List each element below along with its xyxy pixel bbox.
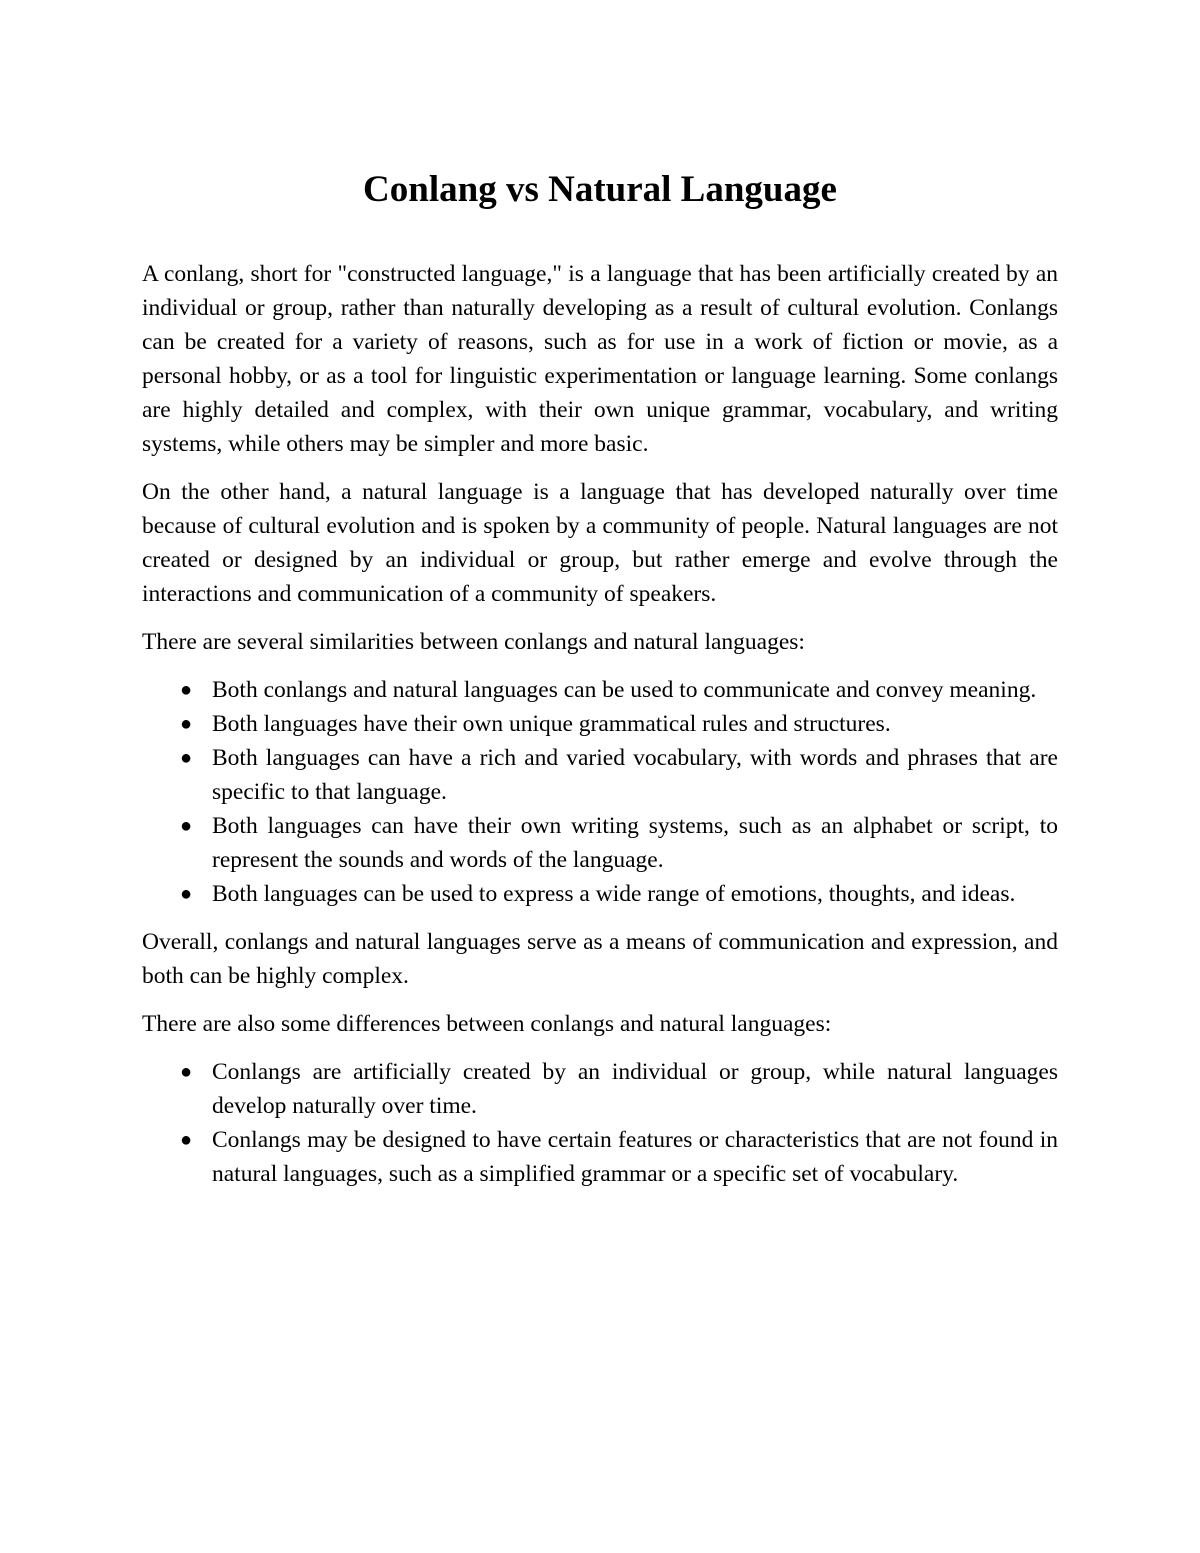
differences-intro: There are also some differences between conlangs and natural languages: [142, 1011, 832, 1037]
bullet-icon: ● [179, 815, 193, 837]
list-item [179, 1055, 1058, 1123]
bullet-icon: ● [179, 747, 193, 769]
bullet-icon: ● [179, 679, 193, 701]
bullet-icon: ● [179, 1061, 193, 1083]
list-item [179, 809, 1058, 877]
list-item [179, 1123, 1058, 1191]
paragraph-conlang-definition: A conlang, short for "constructed language," is a language that has been artificially created by an individual or group, rather than naturally developing as a result of cultural evolution. Conlangs can be created for a variety of reasons, such as for use in a work of fiction or movie, as a personal hobby, or as a tool for linguistic experimentation or language learning. Some conlangs are highly detailed and complex, with their own unique grammar, vocabulary, and writing systems, while others may be simpler and more basic. [142, 261, 1058, 457]
list-item-text: Conlangs may be designed to have certain features or characteristics that are not found in natural languages, such as a simplified grammar or a specific set of vocabulary. [212, 1127, 1058, 1187]
list-item-text: Both languages can have a rich and varied vocabulary, with words and phrases that are specific to that language. [212, 745, 1058, 805]
bullet-icon: ● [179, 1129, 193, 1151]
list-item [179, 741, 1058, 809]
list-item-text: Both languages have their own unique grammatical rules and structures. [212, 711, 891, 737]
document-title: Conlang vs Natural Language [363, 169, 837, 210]
list-item [179, 707, 1058, 741]
similarities-intro: There are several similarities between conlangs and natural languages: [142, 629, 805, 655]
document-body [142, 257, 1058, 1205]
list-item-text: Conlangs are artificially created by an individual or group, while natural languages develop naturally over time. [212, 1059, 1058, 1119]
list-item-text: Both languages can have their own writing systems, such as an alphabet or script, to represent the sounds and words of the language. [212, 813, 1058, 873]
summary-paragraph: Overall, conlangs and natural languages serve as a means of communication and expression, and both can be highly complex. [142, 929, 1058, 989]
differences-list [142, 1055, 1058, 1191]
list-item [179, 673, 1058, 707]
similarities-list [142, 673, 1058, 911]
bullet-icon: ● [179, 883, 193, 905]
bullet-icon: ● [179, 713, 193, 735]
list-item-text: Both languages can be used to express a wide range of emotions, thoughts, and ideas. [212, 881, 1016, 907]
paragraph-natural-language-definition: On the other hand, a natural language is a language that has developed naturally over time because of cultural evolution and is spoken by a community of people. Natural languages are not created or designed by an individual or group, but rather emerge and evolve through the interactions and communication of a community of speakers. [142, 479, 1058, 607]
list-item-text: Both conlangs and natural languages can be used to communicate and convey meaning. [212, 677, 1037, 703]
list-item [179, 877, 1058, 911]
